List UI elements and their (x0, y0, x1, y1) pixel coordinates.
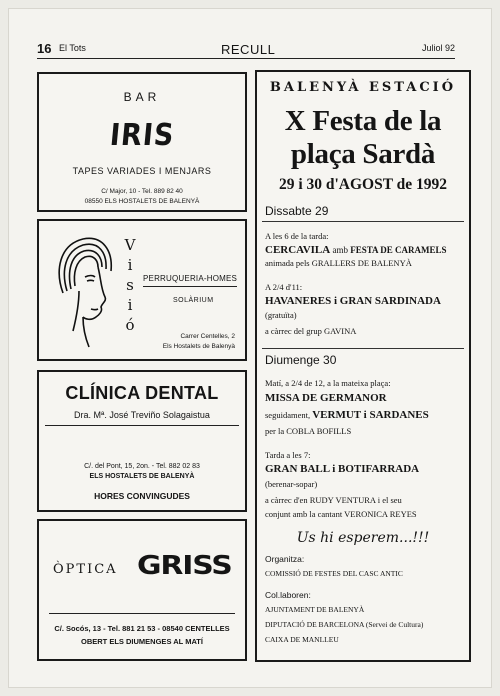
festa-dates: 29 i 30 d'AGOST de 1992 (278, 176, 448, 193)
ad-town: ELS HOSTALETS DE BALENYÀ (89, 473, 195, 480)
collaborator-item: AJUNTAMENT DE BALENYÀ (265, 605, 365, 614)
divider (143, 286, 237, 287)
event-title: HAVANERES i GRAN SARDINADA (265, 295, 441, 307)
visio-letter: V (124, 236, 136, 254)
ad-address: C/. Socós, 13 - Tel. 881 21 53 - 08540 CENTELLES (54, 624, 230, 633)
day-heading: Diumenge 30 (265, 353, 337, 367)
event-detail: per la COBLA BOFILLS (265, 426, 352, 436)
day-heading: Dissabte 29 (265, 204, 329, 218)
ad-bar-iris (37, 72, 247, 212)
event-detail (265, 409, 465, 422)
event-name: FESTA DE CARAMELS (350, 245, 447, 255)
ad-doctor: Dra. Mª. José Treviño Solagaistua (74, 410, 210, 420)
ad-town: Els Hostalets de Balenyà (162, 343, 235, 350)
ad-label: ÒPTICA (53, 562, 118, 577)
organizer-name: COMISSIÓ DE FESTES DEL CASC ANTIC (265, 569, 403, 578)
griss-logo: GRISS (137, 551, 232, 581)
ad-town: 08550 ELS HOSTALETS DE BALENYÀ (84, 198, 200, 205)
event-joiner: amb (330, 245, 351, 255)
ad-address: C/. del Pont, 15, 2on. - Tel. 882 02 83 (84, 463, 200, 470)
collaborator-item: DIPUTACIÓ DE BARCELONA (Servei de Cultura) (265, 620, 424, 629)
event-time: Matí, a 2/4 de 12, a la mateixa plaça: (265, 378, 391, 388)
visio-letter: i (127, 256, 133, 274)
visio-letter: i (127, 296, 133, 314)
ad-address: Carrer Centelles, 2 (180, 333, 235, 340)
event-note: (gratuïta) (265, 310, 297, 320)
visio-letter: ó (125, 316, 135, 334)
event-title: GRAN BALL i BOTIFARRADA (265, 463, 420, 475)
publication-name: El Tots (59, 43, 86, 53)
organizer-label: Organitza: (265, 554, 305, 564)
event-time: A 2/4 d'11: (265, 282, 303, 292)
header-rule (37, 58, 455, 59)
event-detail: animada pels GRALLERS DE BALENYÀ (265, 258, 412, 268)
day-rule (262, 348, 464, 349)
divider (49, 613, 235, 614)
event-detail: a càrrec d'en RUDY VENTURA i el seu (265, 495, 402, 505)
page-number: 16 (37, 41, 52, 56)
festa-title-line: plaça Sardà (290, 138, 436, 170)
event-joiner: seguidament, (265, 410, 313, 420)
event-name: CERCAVILA (265, 244, 331, 256)
day-rule (262, 221, 464, 222)
ad-hours: OBERT ELS DIUMENGES AL MATÍ (81, 637, 203, 646)
ad-clinica-dental (37, 370, 247, 512)
event-name: VERMUT i SARDANES (312, 409, 429, 421)
event-title: MISSA DE GERMANOR (265, 392, 387, 404)
festa-signoff: Us hi esperem...!!! (296, 530, 430, 546)
issue-date: Juliol 92 (421, 43, 455, 53)
collaborators-label: Col.laboren: (265, 590, 311, 600)
event-time: A les 6 de la tarda: (265, 231, 329, 241)
ad-title: CLÍNICA DENTAL (65, 383, 219, 403)
festa-poster (255, 70, 471, 662)
ad-tagline: TAPES VARIADES I MENJARS (72, 166, 212, 176)
divider (45, 425, 239, 426)
iris-logo (39, 120, 245, 151)
event-title (265, 244, 465, 257)
collaborator-item: CAIXA DE MANLLEU (265, 635, 339, 644)
ad-optica-griss (37, 519, 247, 661)
face-illustration-icon (49, 231, 115, 351)
ad-extra: SOLÀRIUM (173, 297, 214, 304)
event-detail: a càrrec del grup GAVINA (265, 326, 357, 336)
visio-letter: s (126, 276, 134, 294)
iris-logo-text: IRIS (108, 118, 176, 153)
event-time: Tarda a les 7: (265, 450, 311, 460)
ad-service: PERRUQUERIA-HOMES (143, 274, 238, 283)
festa-title (257, 105, 469, 171)
festa-title-line: X Festa de la (284, 105, 442, 137)
ad-address: C/ Major, 10 - Tel. 889 82 40 (101, 188, 183, 195)
section-title: RECULL (221, 42, 276, 57)
visio-vertical-name (122, 235, 138, 335)
ad-hours: HORES CONVINGUDES (94, 491, 190, 501)
ad-visio (37, 219, 247, 361)
magazine-page (8, 8, 492, 688)
ad-kicker: BAR (123, 90, 161, 104)
event-note: (berenar-sopar) (265, 479, 318, 489)
page-header (37, 42, 455, 56)
festa-place: BALENYÀ ESTACIÓ (269, 80, 457, 95)
event-detail: conjunt amb la cantant VERONICA REYES (265, 509, 417, 519)
